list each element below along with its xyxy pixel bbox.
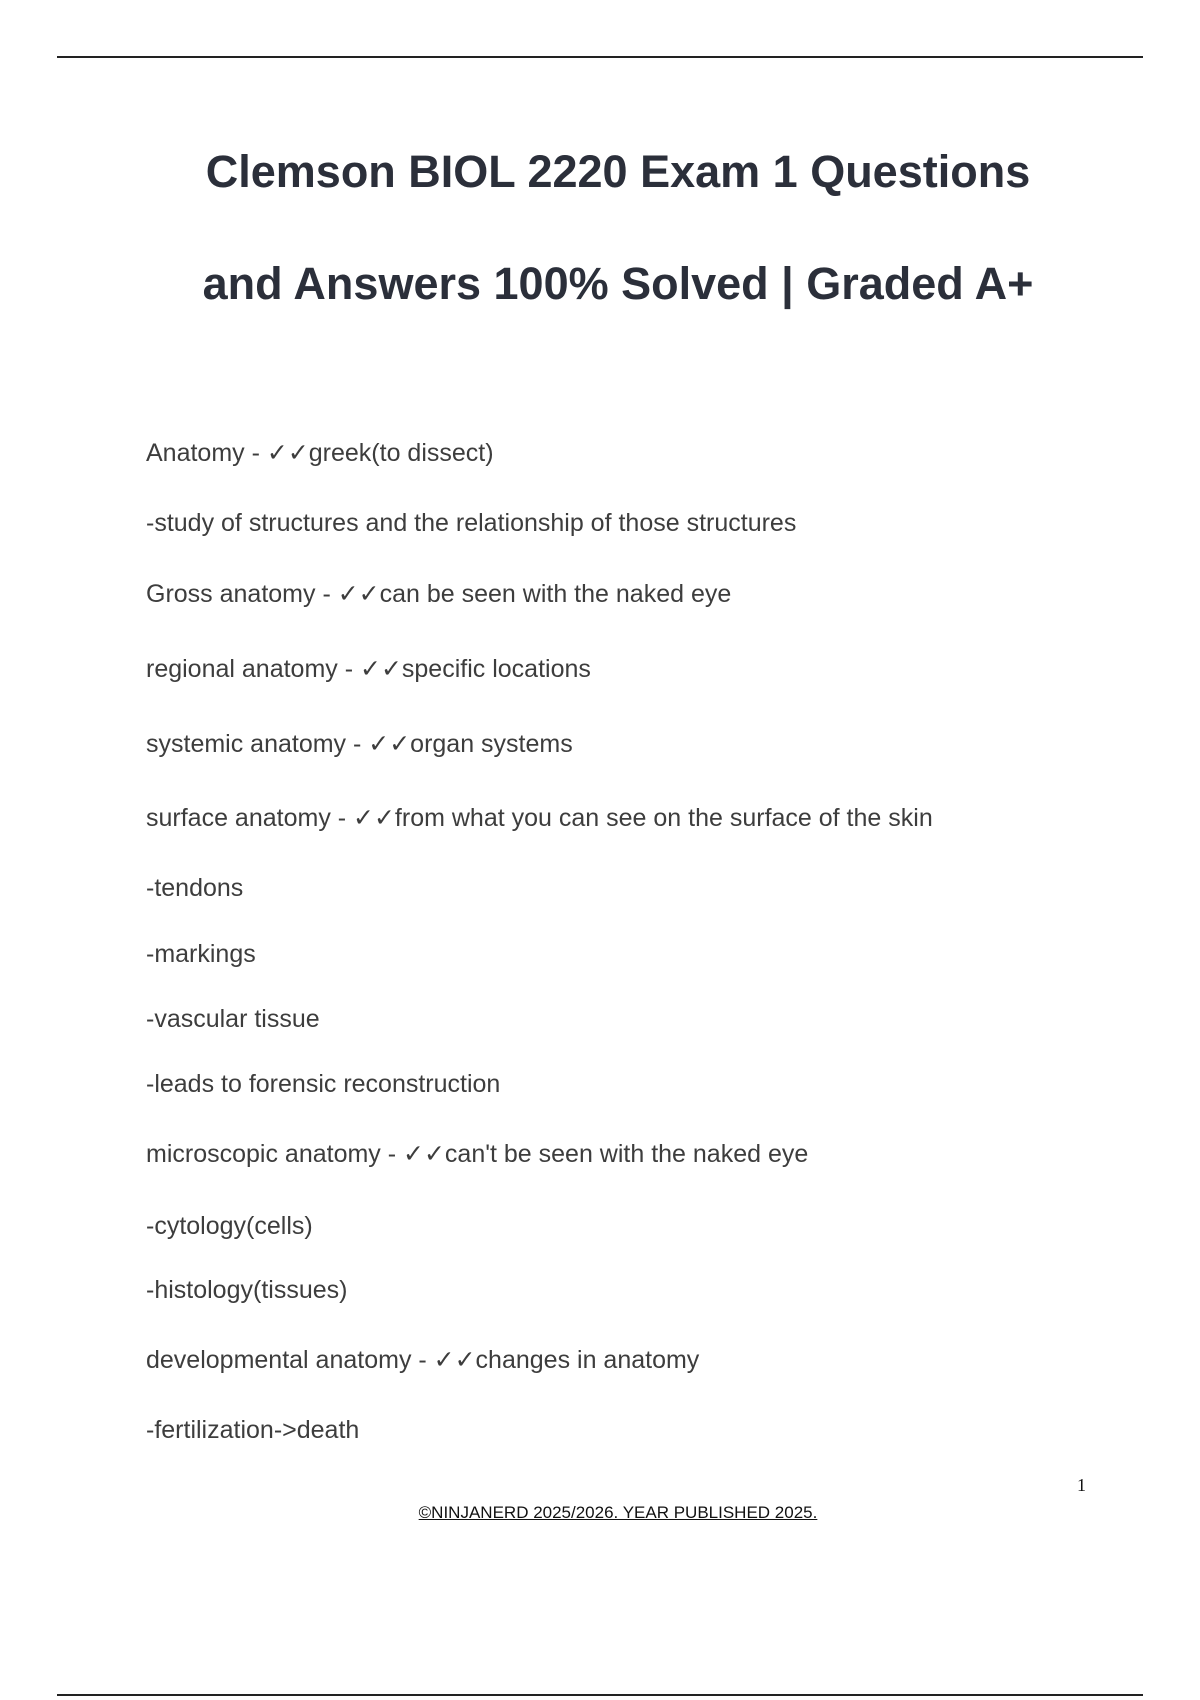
page-number: 1: [1077, 1475, 1086, 1495]
top-rule: [57, 56, 1143, 58]
copyright-footer: ©NINJANERD 2025/2026. YEAR PUBLISHED 2025.: [418, 1503, 818, 1522]
definition-line: -fertilization->death: [146, 1416, 360, 1444]
term-microscopic-anatomy: microscopic anatomy - ✓✓can't be seen with the naked eye: [146, 1140, 809, 1168]
document-title-line-1: Clemson BIOL 2220 Exam 1 Questions: [205, 146, 1031, 197]
term-surface-anatomy: surface anatomy - ✓✓from what you can see on the surface of the skin: [146, 804, 933, 832]
definition-line: -tendons: [146, 874, 244, 902]
definition-line: -study of structures and the relationship of those structures: [146, 509, 797, 537]
term-gross-anatomy: Gross anatomy - ✓✓can be seen with the naked eye: [146, 580, 732, 608]
definition-line: -vascular tissue: [146, 1005, 320, 1033]
term-systemic-anatomy: systemic anatomy - ✓✓organ systems: [146, 730, 573, 758]
definition-line: -markings: [146, 940, 256, 968]
definition-line: -leads to forensic reconstruction: [146, 1070, 501, 1098]
definition-line: -cytology(cells): [146, 1212, 313, 1240]
term-developmental-anatomy: developmental anatomy - ✓✓changes in anatomy: [146, 1346, 700, 1374]
term-anatomy: Anatomy - ✓✓greek(to dissect): [146, 439, 494, 467]
document-title-line-2: and Answers 100% Solved | Graded A+: [202, 258, 1034, 309]
bottom-rule: [57, 1694, 1143, 1696]
term-regional-anatomy: regional anatomy - ✓✓specific locations: [146, 655, 591, 683]
definition-line: -histology(tissues): [146, 1276, 348, 1304]
